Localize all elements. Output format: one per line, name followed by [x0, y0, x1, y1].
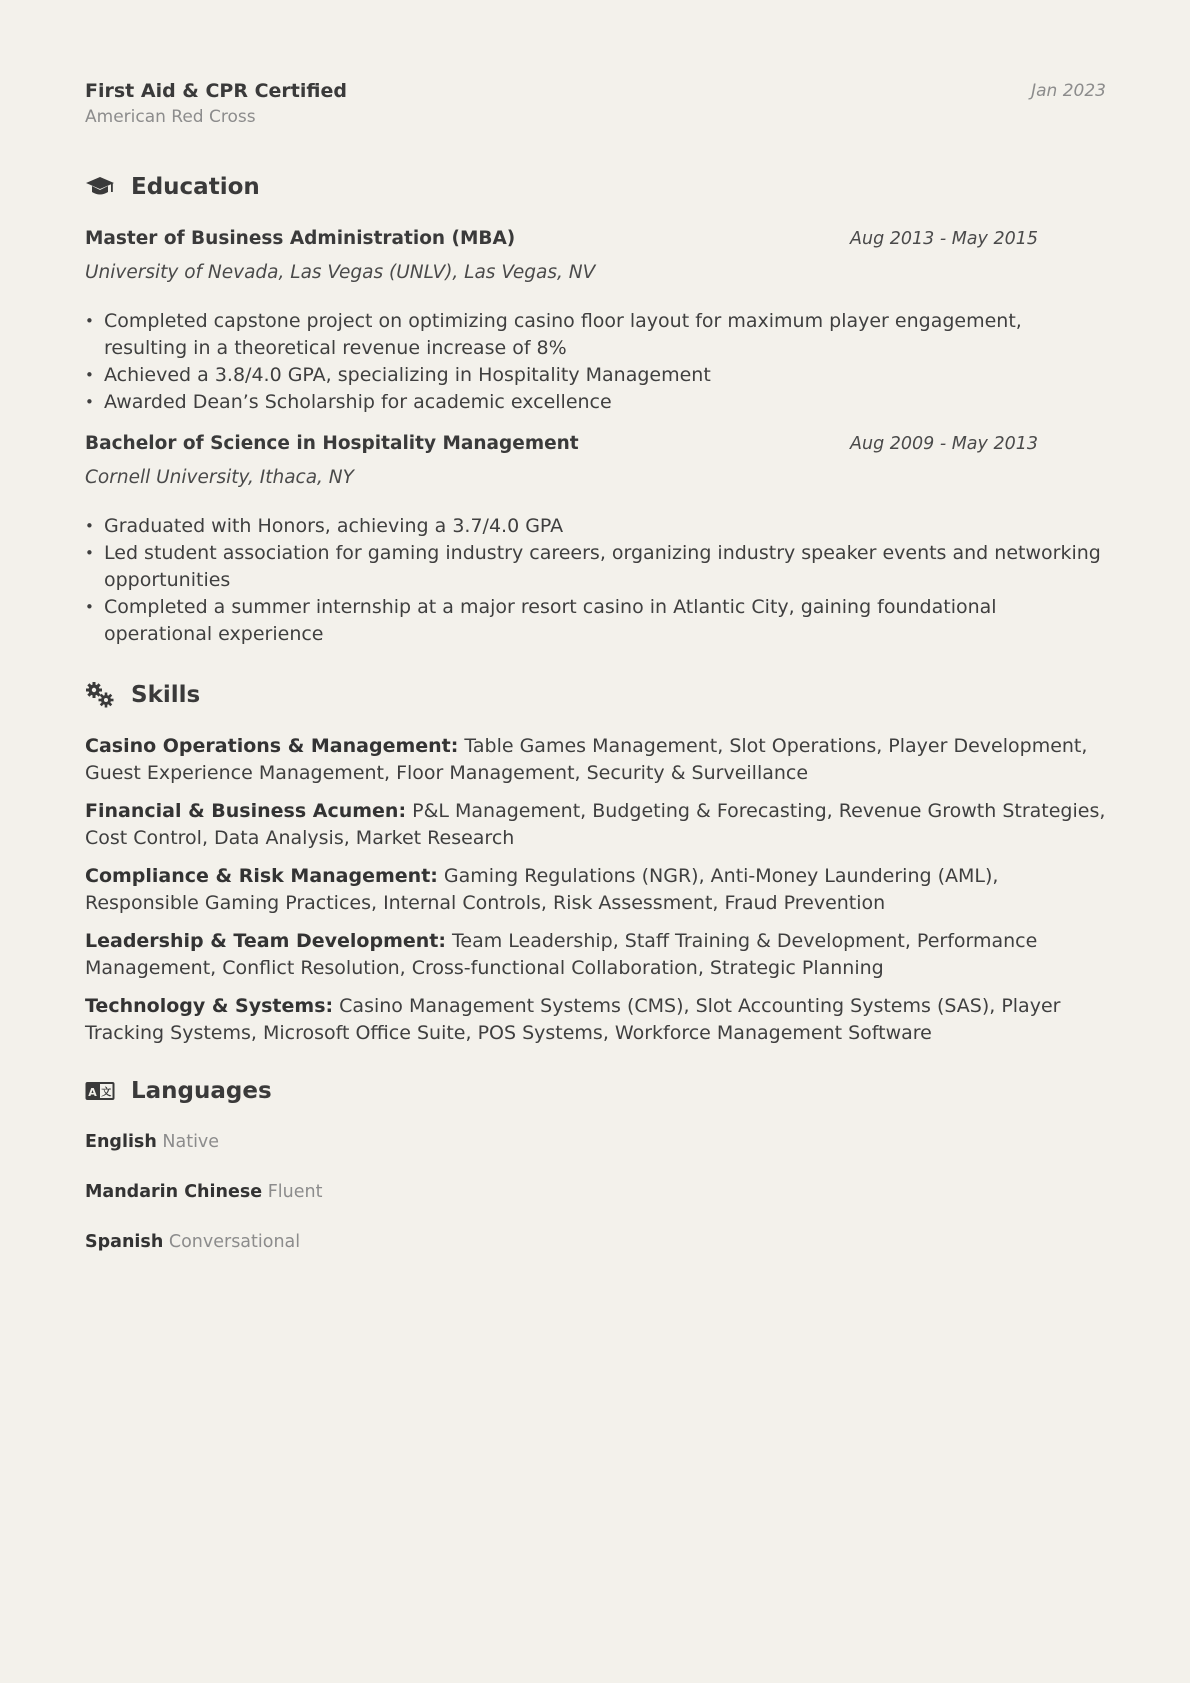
language-item [85, 1132, 219, 1152]
language-icon [85, 1078, 117, 1104]
skill-list: P&L Management, Budgeting & Forecasting, Revenue Growth Strategies, Cost Control, Data Analysis, Market Research [85, 800, 1106, 849]
degree-title: Master of Business Administration (MBA) [85, 228, 516, 249]
skills-title: Skills [131, 682, 201, 708]
skill-category: Financial & Business Acumen: [85, 800, 407, 822]
list-item: • Completed a summer internship at a major resort casino in Atlantic City, gaining foundational operational experience [85, 596, 997, 645]
gears-icon [85, 682, 117, 708]
skill-list: Team Leadership, Staff Training & Development, Performance Management, Conflict Resolution, Cross-functional Collaboration, Strategic Planning [85, 930, 1038, 979]
language-level: Fluent [267, 1182, 323, 1202]
list-item: • Led student association for gaming industry careers, organizing industry speaker events and networking opportunities [85, 542, 1101, 591]
degree-date: Aug 2009 - May 2013 [850, 434, 1038, 454]
language-name: Mandarin Chinese [85, 1182, 263, 1202]
language-item [85, 1182, 322, 1202]
language-level: Conversational [168, 1232, 301, 1252]
education-title: Education [131, 174, 260, 200]
skill-list: Gaming Regulations (NGR), Anti-Money Laundering (AML), Responsible Gaming Practices, Internal Controls, Risk Assessment, Fraud Prevention [85, 865, 999, 914]
list-item: • Graduated with Honors, achieving a 3.7/4.0 GPA [85, 515, 564, 537]
language-item [85, 1232, 300, 1252]
svg-text:文: 文 [101, 1087, 112, 1099]
list-item: • Awarded Dean’s Scholarship for academic excellence [85, 391, 612, 413]
list-item: • Completed capstone project on optimizing casino floor layout for maximum player engagement, resulting in a theoretical revenue increase of 8% [85, 310, 1022, 359]
degree-date: Aug 2013 - May 2015 [850, 229, 1038, 249]
skill-row [85, 733, 1110, 787]
school-name: Cornell University, Ithaca, NY [85, 467, 354, 488]
list-item: • Achieved a 3.8/4.0 GPA, specializing in Hospitality Management [85, 364, 711, 386]
cert-title: First Aid & CPR Certified [85, 80, 347, 102]
graduation-cap-icon [85, 174, 117, 200]
language-name: English [85, 1132, 157, 1152]
school-name: University of Nevada, Las Vegas (UNLV), Las Vegas, NV [85, 262, 596, 283]
skills-heading [85, 682, 200, 708]
skill-row [85, 863, 1110, 917]
education-heading [85, 174, 260, 200]
language-level: Native [162, 1132, 220, 1152]
languages-heading [85, 1078, 272, 1104]
degree-title: Bachelor of Science in Hospitality Management [85, 433, 579, 454]
cert-issuer: American Red Cross [85, 107, 256, 127]
svg-text:A: A [88, 1086, 97, 1099]
skill-row [85, 798, 1110, 852]
skill-list: Casino Management Systems (CMS), Slot Accounting Systems (SAS), Player Tracking Systems, Microsoft Office Suite, POS Systems, Workforce Management Software [85, 995, 1061, 1044]
cert-date: Jan 2023 [1031, 81, 1106, 101]
skill-category: Casino Operations & Management: [85, 735, 459, 757]
skill-row [85, 928, 1110, 982]
language-name: Spanish [85, 1232, 164, 1252]
skill-category: Leadership & Team Development: [85, 930, 446, 952]
skill-list: Table Games Management, Slot Operations, Player Development, Guest Experience Management, Floor Management, Security & Surveillance [85, 735, 1088, 784]
skill-category: Compliance & Risk Management: [85, 865, 438, 887]
skill-row [85, 993, 1110, 1047]
skill-category: Technology & Systems: [85, 995, 334, 1017]
languages-title: Languages [131, 1078, 272, 1104]
